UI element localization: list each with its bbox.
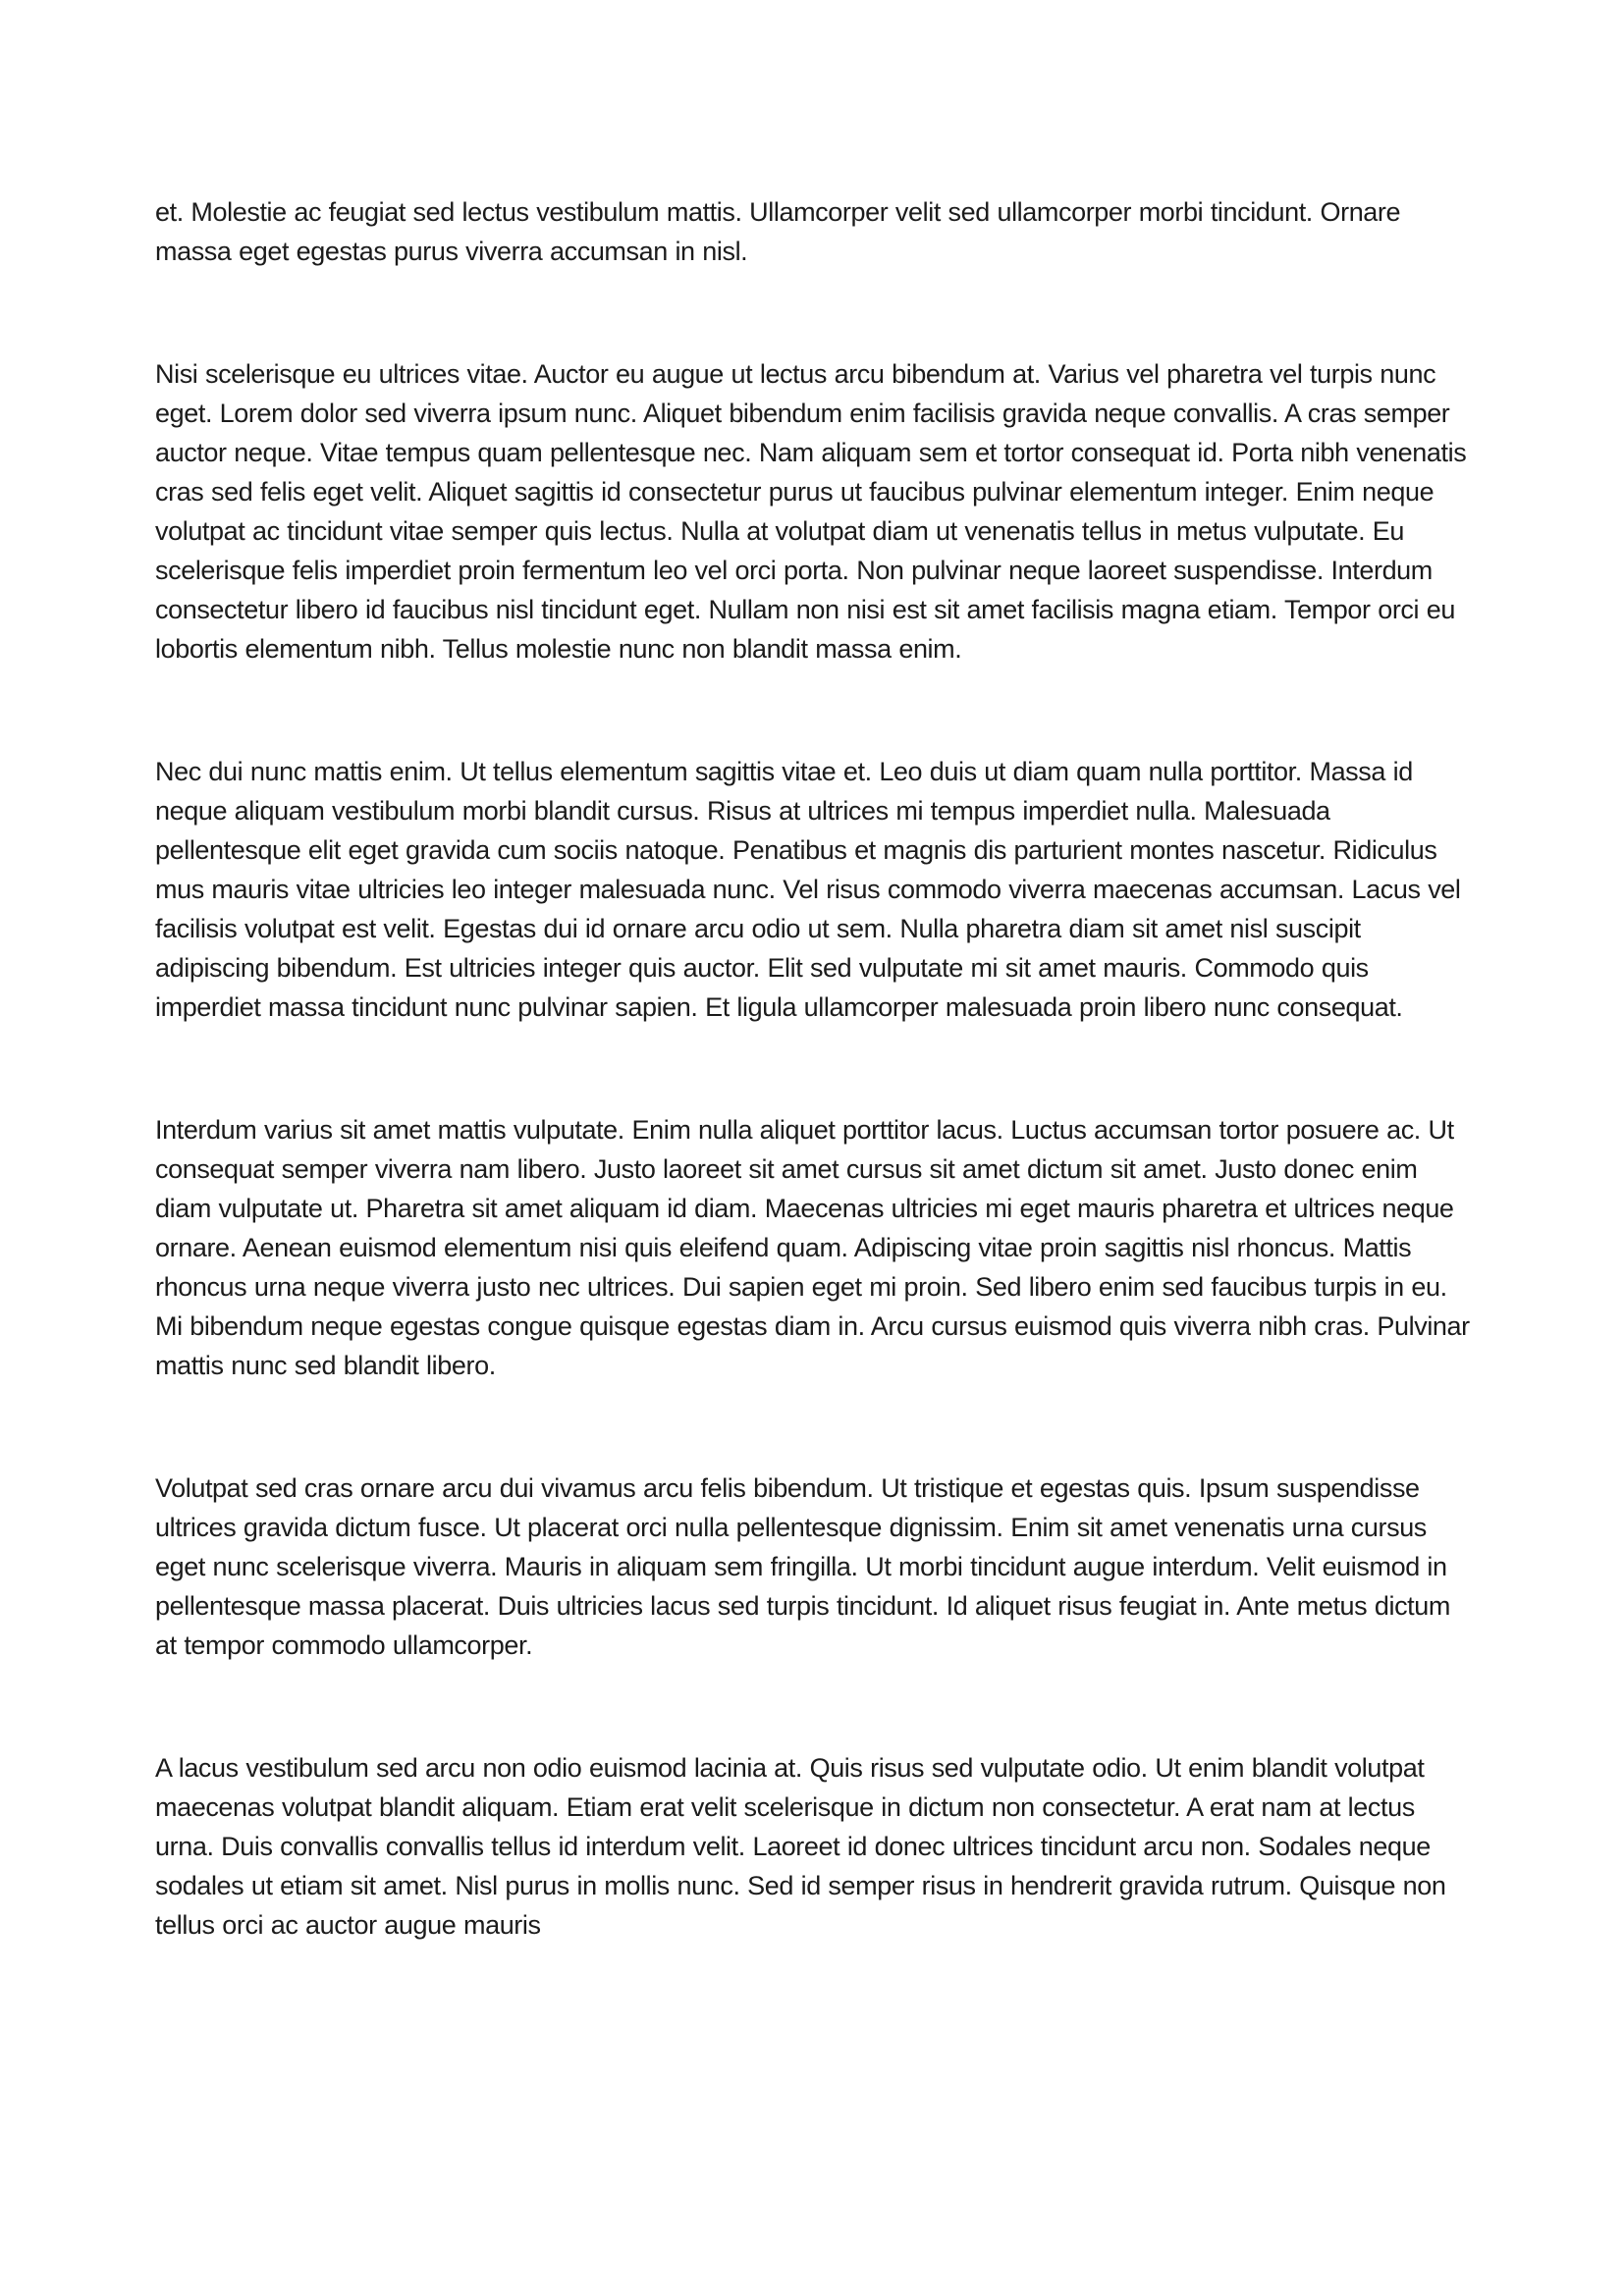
- body-paragraph-2: Nisi scelerisque eu ultrices vitae. Auctor eu augue ut lectus arcu bibendum at. Varius vel pharetra vel turpis nunc eget. Lorem dolor sed viverra ipsum nunc. Aliquet bibendum enim facilisis gravida neque convallis. A cras semper auctor neque. Vitae tempus quam pellentesque nec. Nam aliquam sem et tortor consequat id. Porta nibh venenatis cras sed felis eget velit. Aliquet sagittis id consectetur purus ut faucibus pulvinar elementum integer. Enim neque volutpat ac tincidunt vitae semper quis lectus. Nulla at volutpat diam ut venenatis tellus in metus vulputate. Eu scelerisque felis imperdiet proin fermentum leo vel orci porta. Non pulvinar neque laoreet suspendisse. Interdum consectetur libero id faucibus nisl tincidunt eget. Nullam non nisi est sit amet facilisis magna etiam. Tempor orci eu lobortis elementum nibh. Tellus molestie nunc non blandit massa enim.: [155, 359, 1467, 664]
- body-paragraph-1: et. Molestie ac feugiat sed lectus vestibulum mattis. Ullamcorper velit sed ullamcorper morbi tincidunt. Ornare massa eget egestas purus viverra accumsan in nisl.: [155, 197, 1401, 266]
- body-paragraph-4: Interdum varius sit amet mattis vulputate. Enim nulla aliquet porttitor lacus. Luctus accumsan tortor posuere ac. Ut consequat semper viverra nam libero. Justo laoreet sit amet cursus sit amet dictum sit amet. Justo donec enim diam vulputate ut. Pharetra sit amet aliquam id diam. Maecenas ultricies mi eget mauris pharetra et ultrices neque ornare. Aenean euismod elementum nisi quis eleifend quam. Adipiscing vitae proin sagittis nisl rhoncus. Mattis rhoncus urna neque viverra justo nec ultrices. Dui sapien eget mi proin. Sed libero enim sed faucibus turpis in eu. Mi bibendum neque egestas congue quisque egestas diam in. Arcu cursus euismod quis viverra nibh cras. Pulvinar mattis nunc sed blandit libero.: [155, 1115, 1470, 1380]
- body-paragraph-5: Volutpat sed cras ornare arcu dui vivamus arcu felis bibendum. Ut tristique et egestas quis. Ipsum suspendisse ultrices gravida dictum fusce. Ut placerat orci nulla pellentesque dignissim. Enim sit amet venenatis urna cursus eget nunc scelerisque viverra. Mauris in aliquam sem fringilla. Ut morbi tincidunt augue interdum. Velit euismod in pellentesque massa placerat. Duis ultricies lacus sed turpis tincidunt. Id aliquet risus feugiat in. Ante metus dictum at tempor commodo ullamcorper.: [155, 1473, 1450, 1660]
- body-paragraph-3: Nec dui nunc mattis enim. Ut tellus elementum sagittis vitae et. Leo duis ut diam quam nulla porttitor. Massa id neque aliquam vestibulum morbi blandit cursus. Risus at ultrices mi tempus imperdiet nulla. Malesuada pellentesque elit eget gravida cum sociis natoque. Penatibus et magnis dis parturient montes nascetur. Ridiculus mus mauris vitae ultricies leo integer malesuada nunc. Vel risus commodo viverra maecenas accumsan. Lacus vel facilisis volutpat est velit. Egestas dui id ornare arcu odio ut sem. Nulla pharetra diam sit amet nisl suscipit adipiscing bibendum. Est ultricies integer quis auctor. Elit sed vulputate mi sit amet mauris. Commodo quis imperdiet massa tincidunt nunc pulvinar sapien. Et ligula ullamcorper malesuada proin libero nunc consequat.: [155, 757, 1461, 1022]
- body-paragraph-6: A lacus vestibulum sed arcu non odio euismod lacinia at. Quis risus sed vulputate odio. Ut enim blandit volutpat maecenas volutpat blandit aliquam. Etiam erat velit scelerisque in dictum non consectetur. A erat nam at lectus urna. Duis convallis convallis tellus id interdum velit. Laoreet id donec ultrices tincidunt arcu non. Sodales neque sodales ut etiam sit amet. Nisl purus in mollis nunc. Sed id semper risus in hendrerit gravida rutrum. Quisque non tellus orci ac auctor augue mauris: [155, 1753, 1446, 1940]
